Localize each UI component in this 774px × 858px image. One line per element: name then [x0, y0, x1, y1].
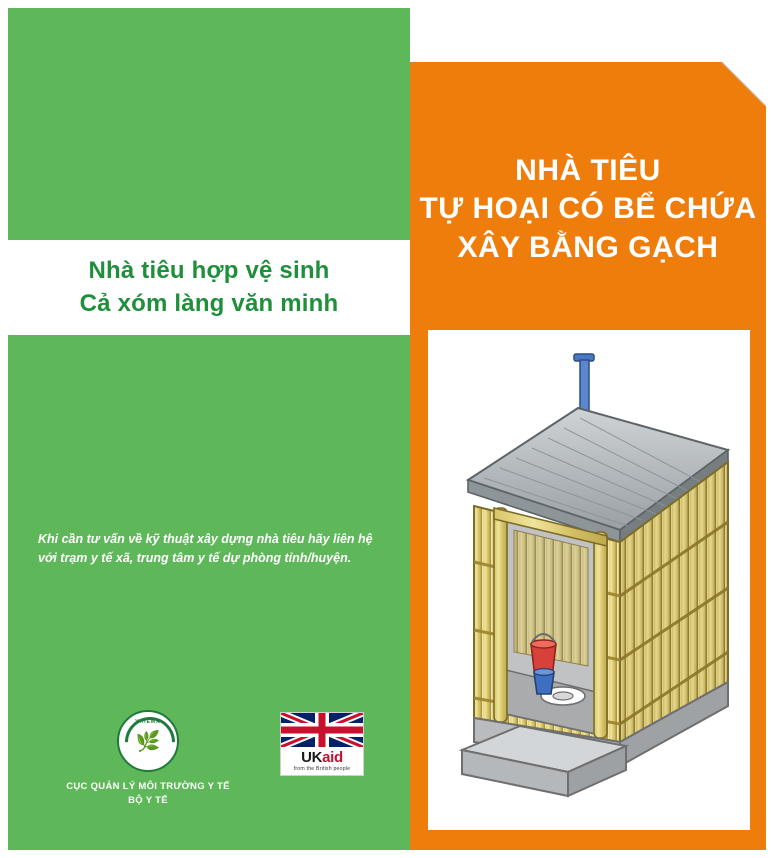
title-line-1: NHÀ TIÊU	[515, 154, 661, 187]
slogan-line-2: Cả xóm làng văn minh	[79, 289, 339, 317]
title-line-3: XÂY BẰNG GẠCH	[457, 230, 719, 264]
ukaid-label	[281, 747, 363, 772]
corner-fold-decoration	[722, 62, 766, 106]
poster-title	[410, 152, 766, 267]
vihema-mark-text: VIHEMA	[135, 719, 161, 725]
advice-line-1: Khi cần tư vấn về kỹ thuật xây dựng nhà tiêu hãy liên hệ	[38, 532, 373, 546]
ukaid-wordmark	[281, 750, 363, 765]
ukaid-logo	[280, 712, 364, 776]
vihema-name-line-2: BỘ Y TẾ	[128, 795, 168, 807]
vihema-name-line-1: CỤC QUẢN LÝ MÔI TRƯỜNG Y TẾ	[66, 781, 230, 792]
vihema-leaf-glyph: 🌿	[135, 731, 161, 754]
vihema-logo	[48, 710, 248, 809]
ukaid-uk-text: UK	[301, 749, 323, 766]
ukaid-aid-text: aid	[322, 749, 343, 766]
left-green-panel	[8, 8, 410, 850]
ukaid-tagline: from the British people	[293, 766, 351, 772]
slogan-line-1: Nhà tiêu hợp vệ sinh	[88, 257, 330, 285]
advice-text	[38, 530, 388, 569]
slogan-band	[8, 240, 410, 335]
bamboo-latrine-illustration	[428, 330, 750, 830]
right-orange-panel	[410, 62, 766, 850]
vihema-logo-name	[48, 780, 248, 809]
title-line-2: TỰ HOẠI CÓ BỂ CHỨA	[419, 192, 757, 226]
blue-bucket	[534, 669, 554, 694]
advice-line-2: với trạm y tế xã, trung tâm y tế dự phòng tỉnh/huyện.	[38, 551, 352, 566]
uk-flag-icon	[281, 713, 363, 747]
logo-row	[8, 710, 410, 820]
leaf-circle-icon	[117, 710, 179, 772]
